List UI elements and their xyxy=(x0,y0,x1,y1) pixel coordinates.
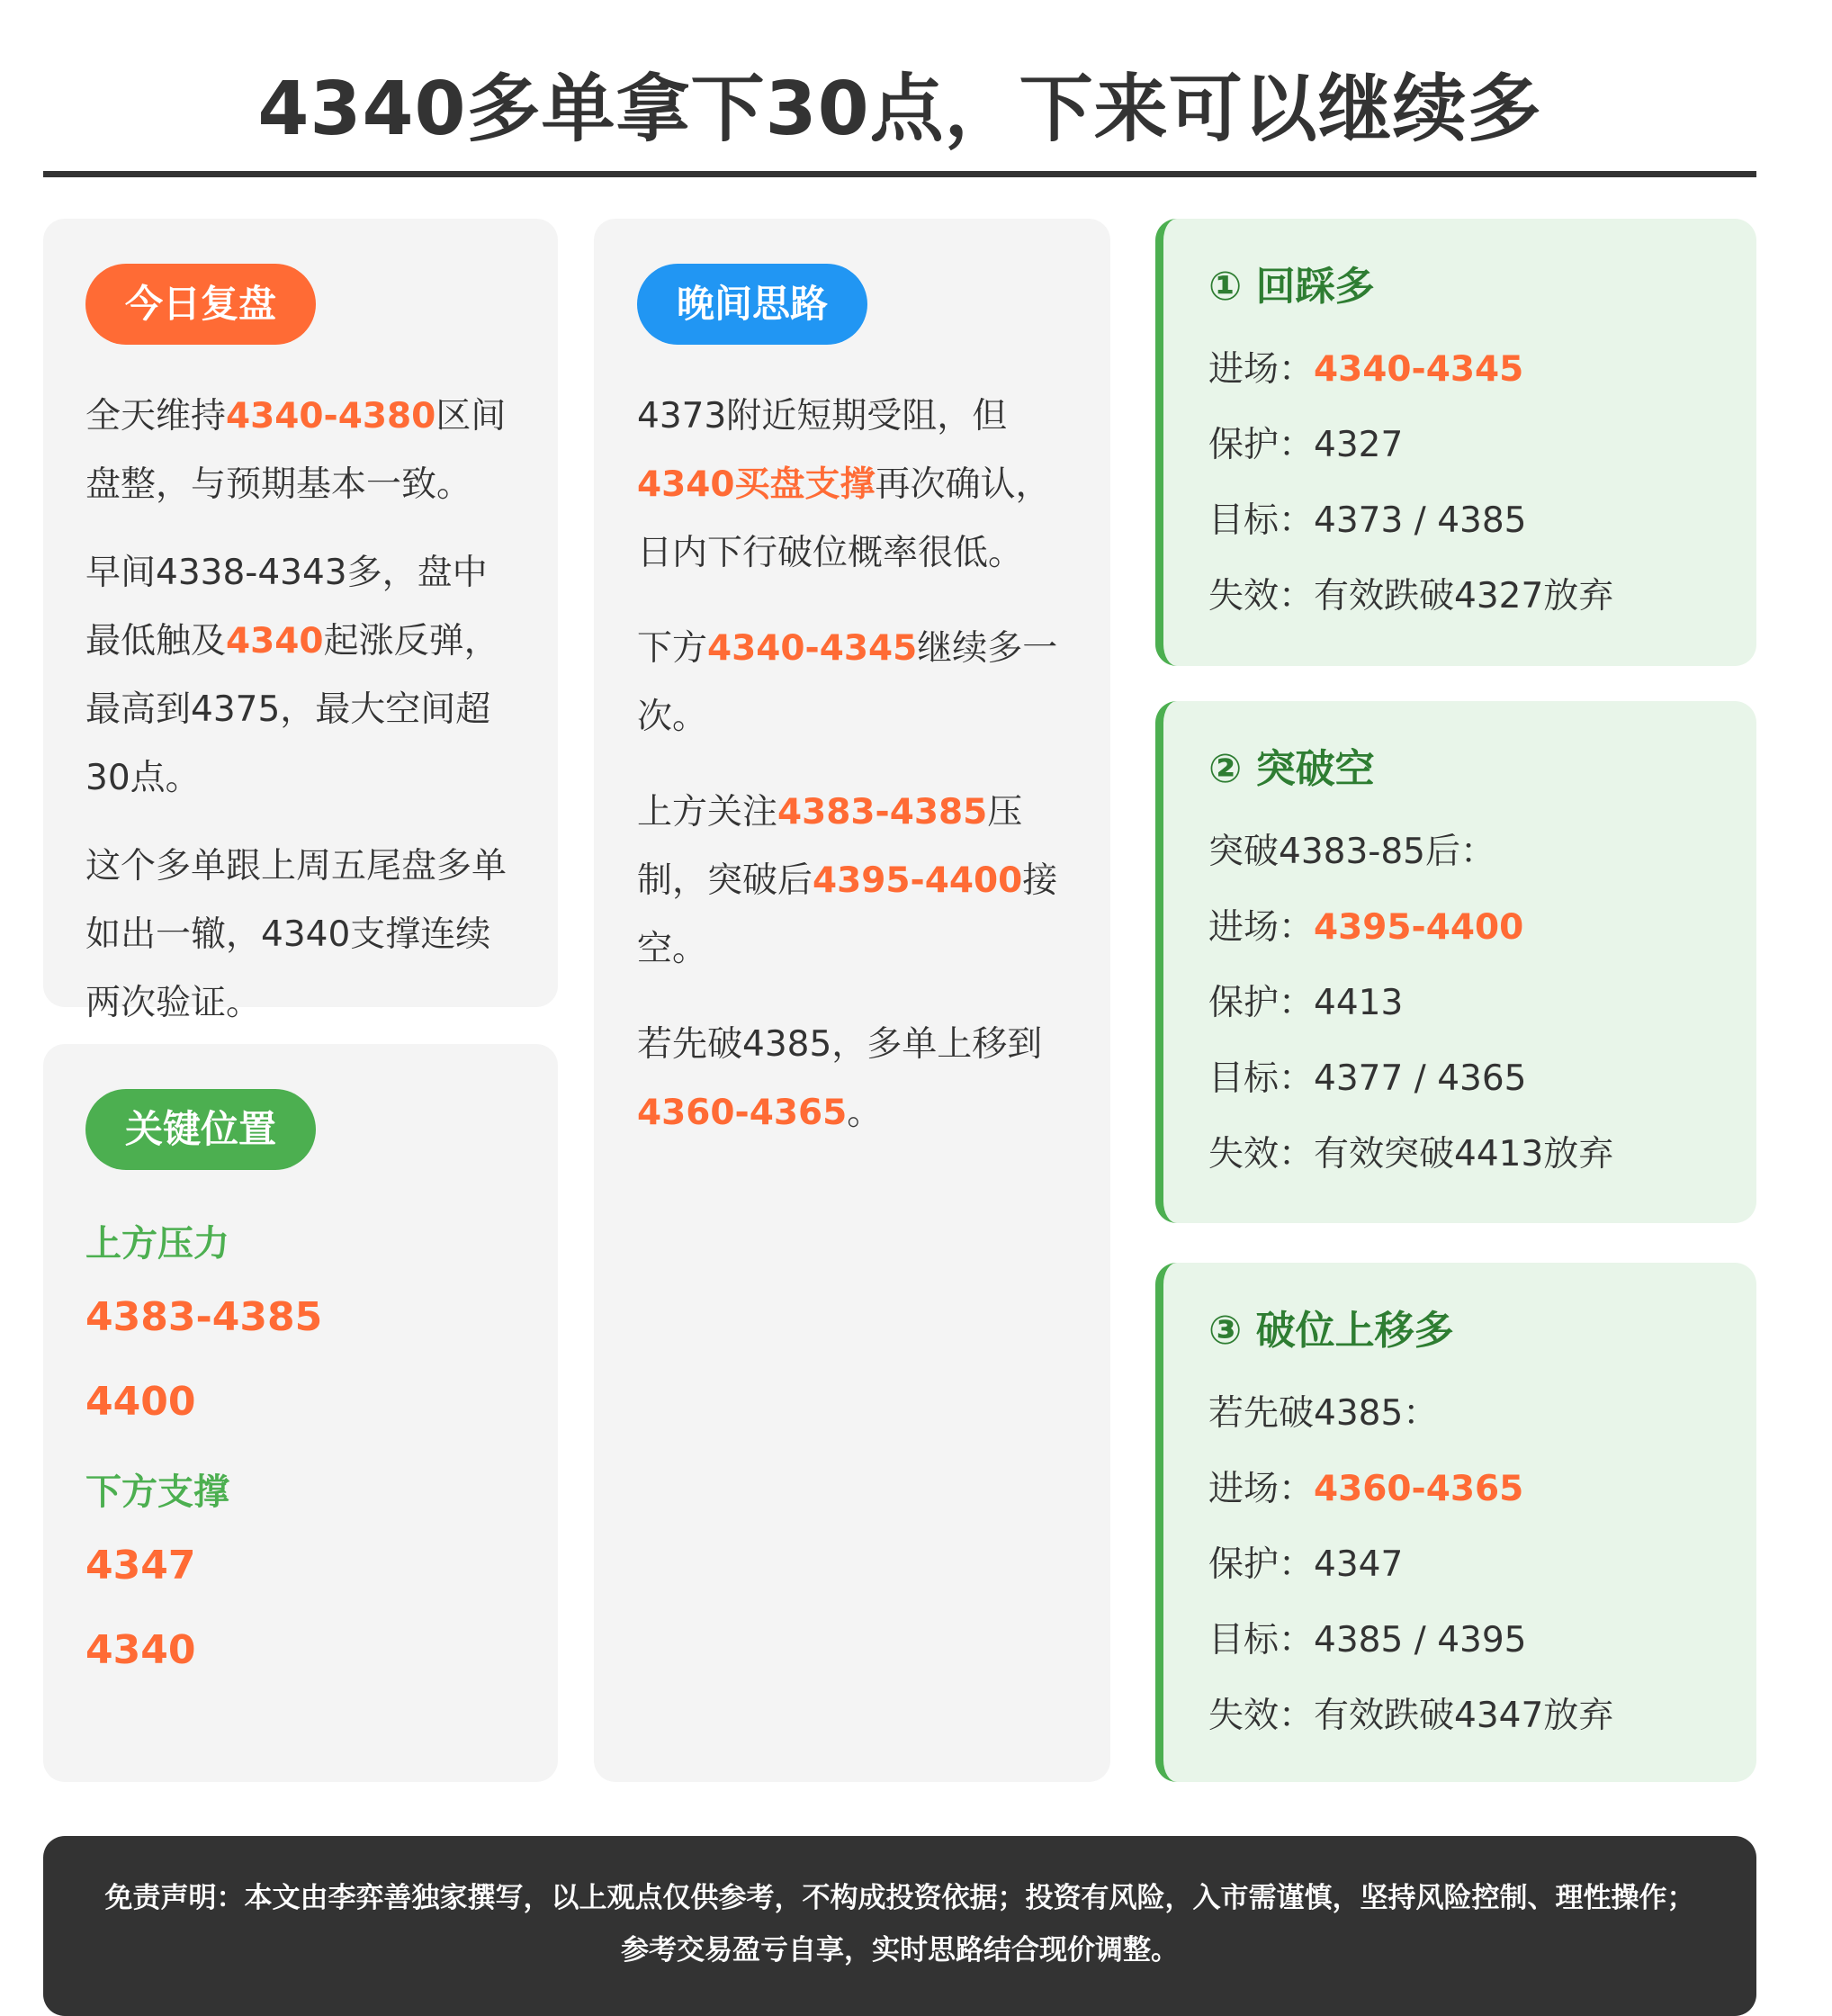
title-divider xyxy=(43,171,1756,177)
review-badge: 今日复盘 xyxy=(85,264,316,345)
support-level-2: 4340 xyxy=(85,1627,196,1673)
resistance-level-1: 4383-4385 xyxy=(85,1294,323,1340)
evening-badge: 晚间思路 xyxy=(637,264,867,345)
review-paragraph-1: 全天维持4340-4380区间盘整，与预期基本一致。 xyxy=(85,396,507,505)
review-paragraph-3: 这个多单跟上周五尾盘多单如出一辙，4340支撑连续两次验证。 xyxy=(85,846,507,1023)
evening-paragraph-3: 上方关注4383-4385压制，突破后4395-4400接空。 xyxy=(637,792,1058,969)
disclaimer-line-2: 参考交易盈亏自享，实时思路结合现价调整。 xyxy=(621,1934,1179,1966)
plan-entry: 进场：4360-4365 xyxy=(1208,1469,1524,1509)
plan-target: 目标：4377 / 4365 xyxy=(1208,1058,1527,1099)
resistance-label: 上方压力 xyxy=(85,1223,229,1264)
review-paragraph-2: 早间4338-4343多，盘中最低触及4340起涨反弹，最高到4375，最大空间超30点。 xyxy=(85,553,499,798)
disclaimer-line-1: 免责声明：本文由李弈善独家撰写，以上观点仅供参考，不构成投资依据；投资有风险，入市需谨慎，坚持风险控制、理性操作； xyxy=(104,1882,1695,1914)
key-levels-card xyxy=(43,1044,558,1782)
plan-intro: 突破4383-85后： xyxy=(1208,832,1495,872)
plan-stop: 保护：4327 xyxy=(1208,425,1404,465)
review-card xyxy=(43,219,558,1023)
disclaimer-footer xyxy=(43,1836,1756,2016)
plan-invalidation: 失效：有效突破4413放弃 xyxy=(1208,1134,1614,1174)
support-level-1: 4347 xyxy=(85,1543,196,1588)
plan-title: ③ 破位上移多 xyxy=(1208,1308,1454,1354)
plan-stop: 保护：4413 xyxy=(1208,983,1404,1023)
plan-card-shifted-long xyxy=(1155,1263,1756,1782)
evening-paragraph-1: 4373附近短期受阻，但4340买盘支撑再次确认，日内下行破位概率很低。 xyxy=(637,396,1051,573)
evening-paragraph-2: 下方4340-4345继续多一次。 xyxy=(637,628,1058,737)
plan-intro: 若先破4385： xyxy=(1208,1393,1439,1434)
plan-card-breakout-short xyxy=(1155,701,1756,1223)
plan-entry: 进场：4395-4400 xyxy=(1208,907,1524,948)
support-label: 下方支撑 xyxy=(85,1472,229,1513)
plan-invalidation: 失效：有效跌破4347放弃 xyxy=(1208,1696,1614,1736)
plan-card-pullback-long xyxy=(1155,219,1756,666)
plan-target: 目标：4385 / 4395 xyxy=(1208,1620,1527,1660)
plan-stop: 保护：4347 xyxy=(1208,1544,1404,1585)
plan-target: 目标：4373 / 4385 xyxy=(1208,500,1527,541)
resistance-level-2: 4400 xyxy=(85,1379,196,1425)
plan-title: ① 回踩多 xyxy=(1208,264,1375,310)
plan-title: ② 突破空 xyxy=(1208,746,1375,792)
plan-entry: 进场：4340-4345 xyxy=(1208,349,1524,390)
evening-card xyxy=(594,219,1110,1782)
plan-invalidation: 失效：有效跌破4327放弃 xyxy=(1208,576,1614,616)
page-title: 4340多单拿下30点，下来可以继续多 xyxy=(257,67,1542,152)
evening-paragraph-4: 若先破4385，多单上移到4360-4365。 xyxy=(637,1024,1043,1133)
key-levels-badge: 关键位置 xyxy=(85,1089,316,1170)
